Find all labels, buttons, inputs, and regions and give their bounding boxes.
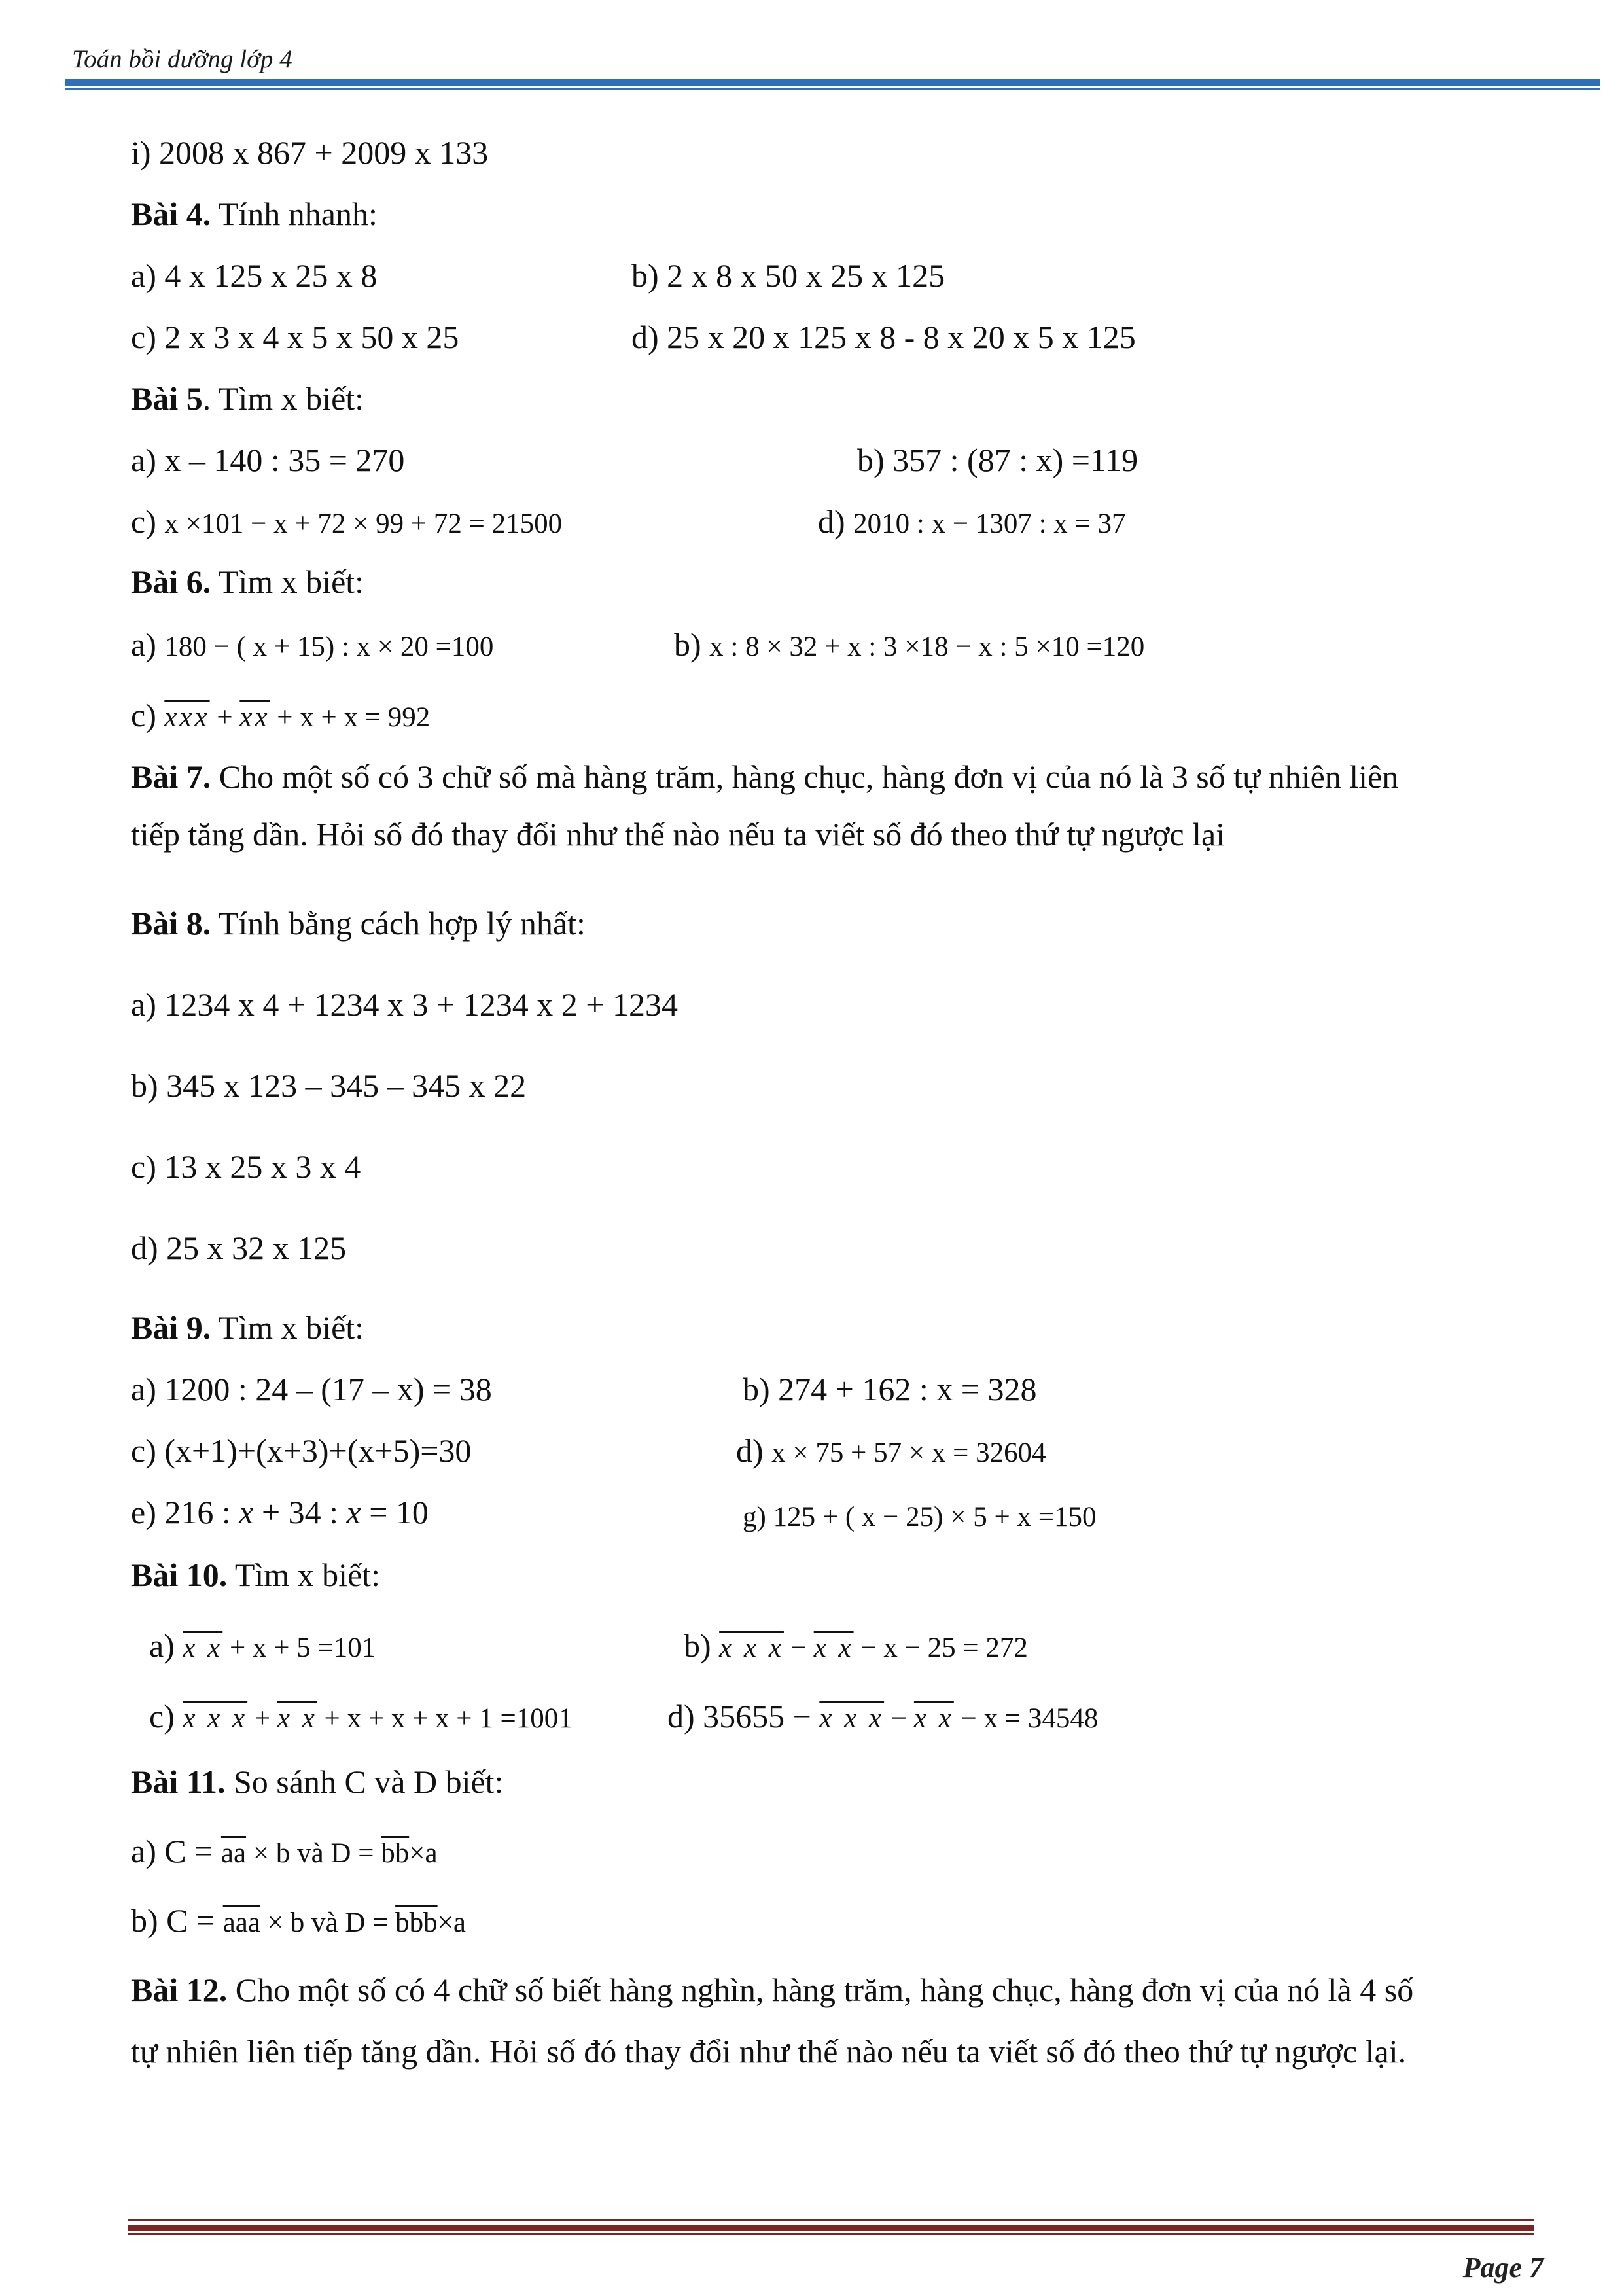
bai-10-c-prefix: c) [149,1698,183,1735]
minus-sign: − [783,1633,814,1663]
bai-11-a-part-1: a) C = [131,1833,221,1869]
bai-11-a-part-2: × b và D = [246,1838,381,1869]
bai-5-d-equation: 2010 : x − 1307 : x = 37 [853,508,1126,539]
bai-8-c: c) 13 x 25 x 3 x 4 [131,1148,361,1185]
bai-6-a-equation: 180 − ( x + 15) : x × 20 =100 [164,631,494,662]
bai-5-c-equation: x ×101 − x + 72 × 99 + 72 = 21500 [164,508,563,539]
bai-6-c-rest: + x + x = 992 [270,702,431,733]
bai-8-heading [131,907,586,940]
bai-9-c: c) (x+1)+(x+3)+(x+5)=30 [131,1432,472,1469]
bai-9-e-part-1: e) 216 : [131,1494,239,1530]
bai-7-text-1: Cho một số có 3 chữ số mà hàng trăm, hàng chục, hàng đơn vị của nó là 3 số tự nhiên liên [211,758,1399,795]
bai-12-label: Bài 12. [131,1971,228,2008]
bai-9-e-part-3: = 10 [361,1494,429,1530]
plus-sign: + [209,702,240,733]
bai-11-b-part-3: ×a [437,1907,466,1938]
bai-10-title: Tìm x biết: [227,1557,381,1593]
bai-4-c: c) 2 x 3 x 4 x 5 x 50 x 25 [131,319,459,355]
bai-12-line-1 [131,1973,1413,2006]
bai-9-g [743,1498,1096,1531]
plus-sign: + [247,1703,277,1734]
variable-x: x [346,1494,361,1530]
bai-11-b-part-2: × b và D = [260,1907,396,1938]
overline-xxx: $\overline{xxx}$ [164,702,210,733]
bai-11-heading [131,1765,503,1798]
bai-8-b: b) 345 x 123 – 345 – 345 x 22 [131,1067,527,1104]
bai-10-d [667,1700,1098,1733]
bai-6-b-prefix: b) [674,626,710,663]
bai-9-a: a) 1200 : 24 – (17 – x) = 38 [131,1371,492,1407]
bai-12-text-1: Cho một số có 4 chữ số biết hàng nghìn, hàng trăm, hàng chục, hàng đơn vị của nó là 4 số [227,1971,1414,2008]
bai-11-b [131,1904,466,1937]
bai-4-label: Bài 4. [131,196,211,232]
bai-10-c [149,1700,573,1733]
bai-9-heading [131,1311,364,1344]
overline-bbb: $\overline{bbb}$ [395,1907,438,1938]
footer-rule-top [128,2219,1534,2221]
bai-5-label: Bài 5 [131,380,203,417]
bai-11-title: So sánh C và D biết: [225,1763,504,1800]
bai-11-a [131,1835,438,1867]
bai-6-title: Tìm x biết: [211,563,364,600]
overline-xx: x x [913,1703,954,1734]
footer-rule-thick [128,2225,1534,2231]
bai-4-heading [131,198,378,230]
bai-7-label: Bài 7. [131,758,211,795]
bai-4-a: a) 4 x 125 x 25 x 8 [131,257,378,294]
bai-5-c [131,505,562,538]
bai-10-a-rest: + x + 5 =101 [222,1633,376,1663]
bai-9-d-equation: x × 75 + 57 × x = 32604 [771,1438,1046,1468]
bai-10-b-rest: − x − 25 = 272 [853,1633,1028,1663]
bai-9-label: Bài 9. [131,1309,211,1346]
bai-5-c-prefix: c) [131,503,165,540]
bai-8-d: d) 25 x 32 x 125 [131,1229,347,1266]
bai-9-d [736,1434,1046,1467]
bai-10-a-prefix: a) [149,1627,183,1664]
bai-10-a [149,1629,376,1662]
bai-9-d-prefix: d) [736,1432,772,1469]
bai-5-a: a) x – 140 : 35 = 270 [131,442,405,478]
bai-9-e [131,1496,429,1528]
overline-aaa: $\overline{aaa}$ [222,1907,260,1938]
bai-5-heading [131,382,364,415]
bai-6-heading [131,565,364,598]
overline-xx: x x [277,1703,317,1734]
bai-5-d-prefix: d) [818,503,854,540]
bai-10-heading [131,1559,380,1591]
overline-xx: $\overline{xx}$ [239,702,270,733]
bai-11-label: Bài 11. [131,1763,226,1800]
bai-12-line-2: tự nhiên liên tiếp tăng dần. Hỏi số đó thay đổi như thế nào nếu ta viết số đó theo thứ tự ngược lại. [131,2033,1407,2070]
bai-9-b: b) 274 + 162 : x = 328 [743,1371,1037,1407]
bai-6-a-prefix: a) [131,626,165,663]
bai-6-a [131,628,493,661]
bai-10-b-prefix: b) [684,1627,720,1664]
bai-6-b-equation: x : 8 × 32 + x : 3 ×18 − x : 5 ×10 =120 [709,631,1145,662]
bai-9-title: Tìm x biết: [211,1309,364,1346]
bai-5-b: b) 357 : (87 : x) =119 [857,442,1138,478]
bai-11-b-part-1: b) C = [131,1902,223,1939]
bai-10-d-prefix: d) 35655 − [667,1698,820,1735]
bai-7-line-1 [131,760,1398,793]
bai-10-b [684,1629,1028,1662]
bai-8-a: a) 1234 x 4 + 1234 x 3 + 1234 x 2 + 1234 [131,986,678,1023]
bai-9-e-part-2: + 34 : [253,1494,347,1530]
header-title: Toán bồi dưỡng lớp 4 [72,45,292,73]
overline-bb: $\overline{bb}$ [381,1838,410,1869]
header-rule-thin [65,88,1600,90]
overline-xxx: x x x [719,1633,784,1663]
bai-7-line-2: tiếp tăng dần. Hỏi số đó thay đổi như thế nào nếu ta viết số đó theo thứ tự ngược lại [131,816,1225,853]
bai-5-d [818,505,1126,538]
bai-6-b [674,628,1144,661]
bai-10-c-rest: + x + x + x + 1 =1001 [317,1703,573,1734]
bai-8-label: Bài 8. [131,905,211,942]
bai-9-g-equation: 125 + ( x − 25) × 5 + x =150 [773,1502,1097,1532]
overline-xx: x x [813,1633,854,1663]
exercise-i: i) 2008 x 867 + 2009 x 133 [131,134,489,171]
bai-9-g-prefix: g) [743,1502,773,1532]
page-number: Page 7 [1462,2252,1543,2284]
bai-5-title: . Tìm x biết: [202,380,364,417]
bai-6-c [131,699,430,732]
overline-aa: $\overline{aa}$ [220,1838,247,1869]
footer-rule-bottom [128,2233,1534,2235]
bai-10-label: Bài 10. [131,1557,228,1593]
header-rule-thick [65,79,1600,86]
minus-sign: − [884,1703,914,1734]
bai-11-a-part-3: ×a [409,1838,438,1869]
bai-4-d: d) 25 x 20 x 125 x 8 - 8 x 20 x 5 x 125 [631,319,1136,355]
overline-xx: x x [183,1633,223,1663]
bai-4-title: Tính nhanh: [211,196,378,232]
bai-8-title: Tính bằng cách hợp lý nhất: [211,905,586,942]
overline-xxx: x x x [819,1703,885,1734]
overline-xxx: x x x [183,1703,248,1734]
variable-x: x [239,1494,254,1530]
bai-4-b: b) 2 x 8 x 50 x 25 x 125 [631,257,945,294]
bai-6-c-prefix: c) [131,697,165,733]
bai-10-d-rest: − x = 34548 [953,1703,1099,1734]
bai-6-label: Bài 6. [131,563,211,600]
